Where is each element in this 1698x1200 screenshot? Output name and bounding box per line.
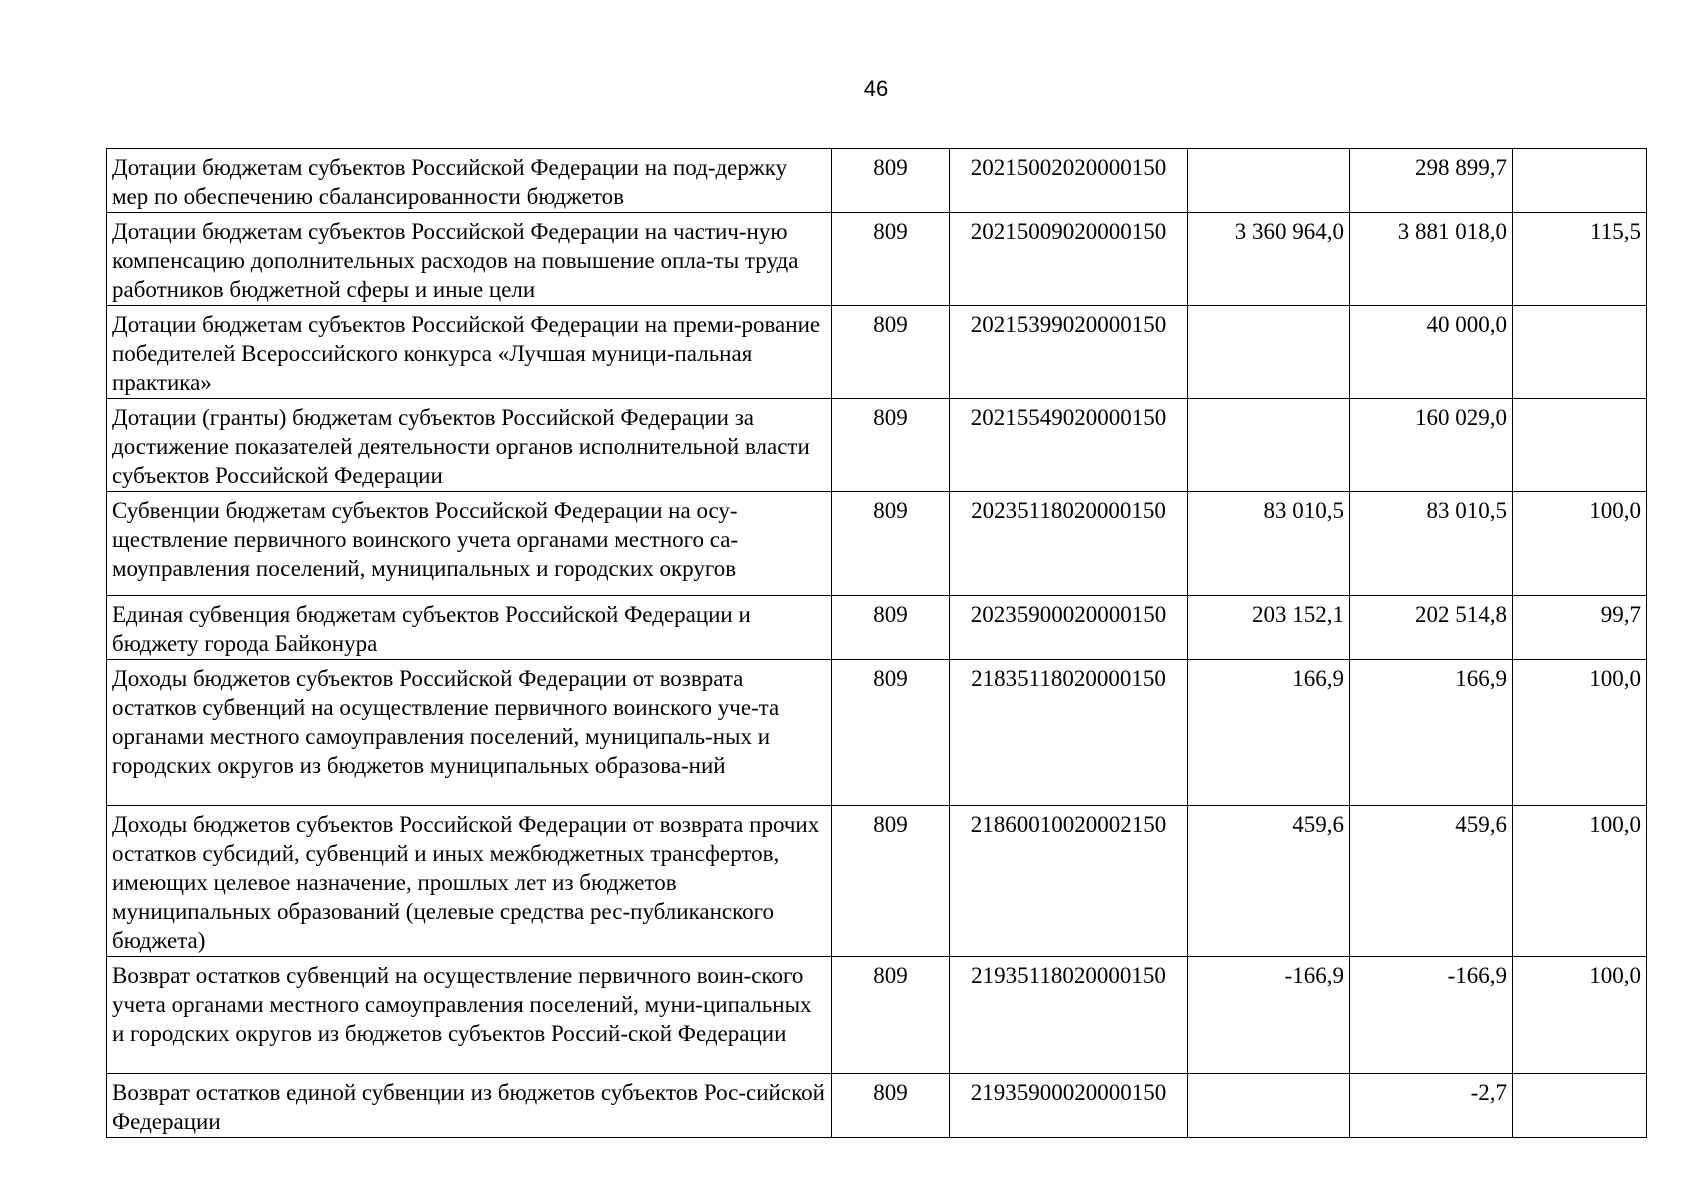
row-fact: 166,9 (1350, 660, 1513, 806)
row-description: Дотации (гранты) бюджетам субъектов Российской Федерации за достижение показателей деятельности органов исполнительной власти субъектов Российской Федерации (107, 399, 832, 492)
row-description: Возврат остатков субвенций на осуществление первичного воин-ского учета органами местного самоуправления поселений, муни-ципальных и городских округов из бюджетов субъектов Россий-ской Федерации (107, 957, 832, 1074)
row-percent: 100,0 (1513, 660, 1647, 806)
row-percent: 100,0 (1513, 957, 1647, 1074)
row-description: Дотации бюджетам субъектов Российской Федерации на под-держку мер по обеспечению сбалансированности бюджетов (107, 149, 832, 213)
row-percent (1513, 1074, 1647, 1138)
table-row (107, 492, 1647, 596)
table-row (107, 213, 1647, 306)
page-number: 46 (863, 76, 889, 101)
row-budget-code: 20215549020000150 (950, 399, 1188, 492)
row-admin-code: 809 (832, 149, 950, 213)
table-row (107, 399, 1647, 492)
row-budget-code: 21935118020000150 (950, 957, 1188, 1074)
row-percent (1513, 149, 1647, 213)
row-budget-code: 20235118020000150 (950, 492, 1188, 596)
row-admin-code: 809 (832, 492, 950, 596)
table-row (107, 306, 1647, 399)
row-fact: 83 010,5 (1350, 492, 1513, 596)
row-budget-code: 20215002020000150 (950, 149, 1188, 213)
table-row (107, 806, 1647, 957)
row-admin-code: 809 (832, 399, 950, 492)
row-percent: 115,5 (1513, 213, 1647, 306)
row-plan (1188, 149, 1350, 213)
row-description: Дотации бюджетам субъектов Российской Федерации на частич-ную компенсацию дополнительных расходов на повышение опла-ты труда работников бюджетной сферы и иные цели (107, 213, 832, 306)
row-description: Доходы бюджетов субъектов Российской Федерации от возврата остатков субвенций на осуществление первичного воинского уче-та органами местного самоуправления поселений, муниципаль-ных и городских округов из бюджетов муниципальных образова-ний (107, 660, 832, 806)
revenue-table (106, 148, 1647, 1138)
table-row (107, 660, 1647, 806)
row-admin-code: 809 (832, 306, 950, 399)
row-plan: 203 152,1 (1188, 596, 1350, 660)
row-admin-code: 809 (832, 213, 950, 306)
row-fact: 40 000,0 (1350, 306, 1513, 399)
row-plan: 83 010,5 (1188, 492, 1350, 596)
row-admin-code: 809 (832, 596, 950, 660)
row-fact: -2,7 (1350, 1074, 1513, 1138)
row-plan (1188, 399, 1350, 492)
row-budget-code: 20235900020000150 (950, 596, 1188, 660)
row-description: Дотации бюджетам субъектов Российской Федерации на преми-рование победителей Всероссийского конкурса «Лучшая муници-пальная практика» (107, 306, 832, 399)
row-plan (1188, 306, 1350, 399)
table-row (107, 1074, 1647, 1138)
row-description: Доходы бюджетов субъектов Российской Федерации от возврата прочих остатков субсидий, субвенций и иных межбюджетных трансфертов, имеющих целевое назначение, прошлых лет из бюджетов муниципальных образований (целевые средства рес-публиканского бюджета) (107, 806, 832, 957)
row-budget-code: 21860010020002150 (950, 806, 1188, 957)
table-row (107, 596, 1647, 660)
row-admin-code: 809 (832, 1074, 950, 1138)
row-plan: 166,9 (1188, 660, 1350, 806)
row-admin-code: 809 (832, 806, 950, 957)
table-row (107, 149, 1647, 213)
row-fact: 202 514,8 (1350, 596, 1513, 660)
row-fact: -166,9 (1350, 957, 1513, 1074)
row-fact: 160 029,0 (1350, 399, 1513, 492)
row-fact: 298 899,7 (1350, 149, 1513, 213)
row-plan: 3 360 964,0 (1188, 213, 1350, 306)
row-description: Единая субвенция бюджетам субъектов Российской Федерации и бюджету города Байконура (107, 596, 832, 660)
row-plan: -166,9 (1188, 957, 1350, 1074)
row-percent: 100,0 (1513, 492, 1647, 596)
row-plan (1188, 1074, 1350, 1138)
row-fact: 3 881 018,0 (1350, 213, 1513, 306)
row-percent (1513, 306, 1647, 399)
row-budget-code: 20215399020000150 (950, 306, 1188, 399)
row-budget-code: 20215009020000150 (950, 213, 1188, 306)
row-percent: 100,0 (1513, 806, 1647, 957)
row-description: Возврат остатков единой субвенции из бюджетов субъектов Рос-сийской Федерации (107, 1074, 832, 1138)
table-row (107, 957, 1647, 1074)
row-admin-code: 809 (832, 660, 950, 806)
row-admin-code: 809 (832, 957, 950, 1074)
row-budget-code: 21835118020000150 (950, 660, 1188, 806)
row-percent: 99,7 (1513, 596, 1647, 660)
row-description: Субвенции бюджетам субъектов Российской Федерации на осу-ществление первичного воинского учета органами местного са-моуправления поселений, муниципальных и городских округов (107, 492, 832, 596)
row-percent (1513, 399, 1647, 492)
row-budget-code: 21935900020000150 (950, 1074, 1188, 1138)
row-fact: 459,6 (1350, 806, 1513, 957)
row-plan: 459,6 (1188, 806, 1350, 957)
